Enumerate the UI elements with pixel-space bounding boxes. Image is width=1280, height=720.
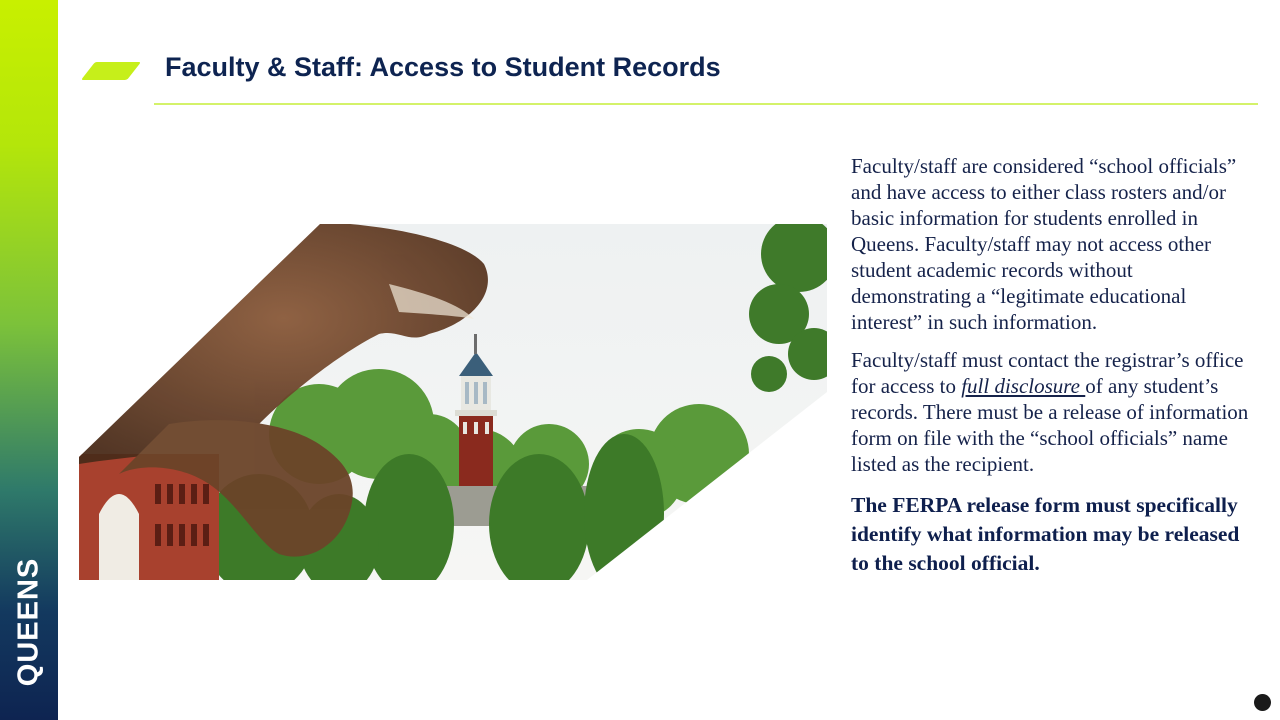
- content-column: [851, 153, 1251, 578]
- paragraph-registrar-start: Faculty/staff must contact the registrar’s office for access to: [851, 348, 1244, 398]
- slide-title: Faculty & Staff: Access to Student Records: [165, 52, 721, 82]
- paragraph-ferpa-release: The FERPA release form must specifically identify what information may be released to the school official.: [851, 493, 1240, 575]
- title-divider: [154, 103, 1258, 105]
- paragraph-registrar: [851, 347, 1251, 477]
- brand-sidebar: [0, 0, 58, 720]
- paragraph-registrar-end: of any student’s records. There must be a release of information form on file with the “school officials” name listed as the recipient.: [851, 374, 1249, 476]
- brand-wordmark: QUEENS: [12, 557, 45, 687]
- title-accent-shape: [81, 62, 141, 80]
- paragraph-school-officials: Faculty/staff are considered “school officials” and have access to either class rosters and/or basic information for students enrolled in Queens. Faculty/staff may not access other student academic records without demonstrating a “legitimate educational interest” in such information.: [851, 154, 1237, 334]
- full-disclosure-text: full disclosure: [961, 374, 1086, 398]
- record-indicator-icon: [1254, 694, 1271, 711]
- campus-photo: [79, 224, 827, 580]
